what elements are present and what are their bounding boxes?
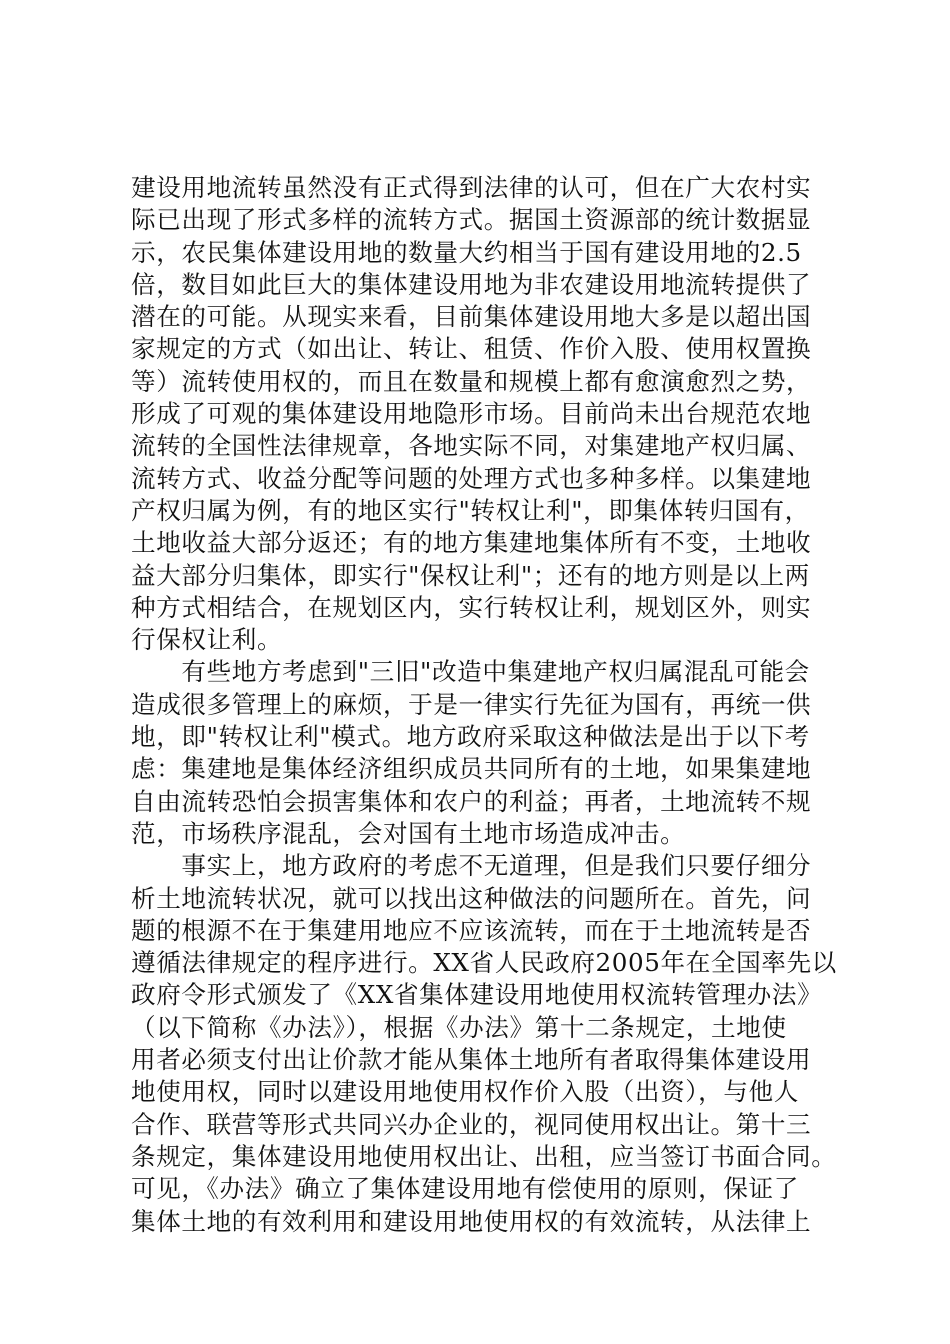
text-line: 题的根源不在于集建用地应不应该流转，而在于土地流转是否 xyxy=(131,915,812,945)
text-line: 行保权让利。 xyxy=(131,625,283,655)
text-line: 虑：集建地是集体经济组织成员共同所有的土地，如果集建地 xyxy=(131,754,812,784)
body-text xyxy=(131,172,837,1238)
text-line: 等）流转使用权的，而且在数量和规模上都有愈演愈烈之势， xyxy=(131,366,812,396)
text-line: 范，市场秩序混乱，会对国有土地市场造成冲击。 xyxy=(131,818,686,848)
text-line: 建设用地流转虽然没有正式得到法律的认可，但在广大农村实 xyxy=(131,173,812,202)
text-line: 益大部分归集体，即实行"保权让利"；还有的地方则是以上两 xyxy=(131,560,810,590)
text-line: 用者必须支付出让价款才能从集体土地所有者取得集体建设用 xyxy=(131,1045,812,1075)
text-line: 形成了可观的集体建设用地隐形市场。目前尚未出台规范农地 xyxy=(131,399,812,429)
text-line: 土地收益大部分返还；有的地方集建地集体所有不变，土地收 xyxy=(131,528,812,558)
text-line: 流转方式、收益分配等问题的处理方式也多种多样。以集建地 xyxy=(131,463,812,493)
text-line: 自由流转恐怕会损害集体和农户的利益；再者，土地流转不规 xyxy=(131,786,812,816)
text-line: 倍，数目如此巨大的集体建设用地为非农建设用地流转提供了 xyxy=(131,269,812,299)
text-line: 流转的全国性法律规章，各地实际不同，对集建地产权归属、 xyxy=(131,431,812,461)
text-line: 造成很多管理上的麻烦，于是一律实行先征为国有，再统一供 xyxy=(131,689,812,719)
text-line: 析土地流转状况，就可以找出这种做法的问题所在。首先，问 xyxy=(131,883,812,913)
text-line: 家规定的方式（如出让、转让、租赁、作价入股、使用权置换 xyxy=(131,334,812,364)
text-line: 产权归属为例，有的地区实行"转权让利"，即集体转归国有， xyxy=(131,495,810,525)
text-line: 地使用权，同时以建设用地使用权作价入股（出资），与他人 xyxy=(131,1077,799,1107)
text-line: 可见，《办法》确立了集体建设用地有偿使用的原则，保证了 xyxy=(131,1174,799,1204)
text-line: 有些地方考虑到"三旧"改造中集建地产权归属混乱可能会 xyxy=(131,657,810,687)
text-line: 示，农民集体建设用地的数量大约相当于国有建设用地的2.5 xyxy=(131,237,802,267)
text-line: 潜在的可能。从现实来看，目前集体建设用地大多是以超出国 xyxy=(131,302,812,332)
text-line: 事实上，地方政府的考虑不无道理，但是我们只要仔细分 xyxy=(131,851,812,881)
text-line: 政府令形式颁发了《XX省集体建设用地使用权流转管理办法》 xyxy=(131,980,823,1010)
text-line: 际已出现了形式多样的流转方式。据国土资源部的统计数据显 xyxy=(131,205,812,235)
text-line: 种方式相结合，在规划区内，实行转权让利，规划区外，则实 xyxy=(131,592,812,622)
text-line: 地，即"转权让利"模式。地方政府采取这种做法是出于以下考 xyxy=(131,722,810,752)
text-line: 集体土地的有效利用和建设用地使用权的有效流转，从法律上 xyxy=(131,1206,812,1236)
text-line: （以下简称《办法》），根据《办法》第十二条规定，土地使 xyxy=(131,1012,787,1042)
text-line: 合作、联营等形式共同兴办企业的，视同使用权出让。第十三 xyxy=(131,1109,812,1139)
text-line: 条规定，集体建设用地使用权出让、出租，应当签订书面合同。 xyxy=(131,1141,837,1171)
text-line: 遵循法律规定的程序进行。XX省人民政府2005年在全国率先以 xyxy=(131,948,837,978)
